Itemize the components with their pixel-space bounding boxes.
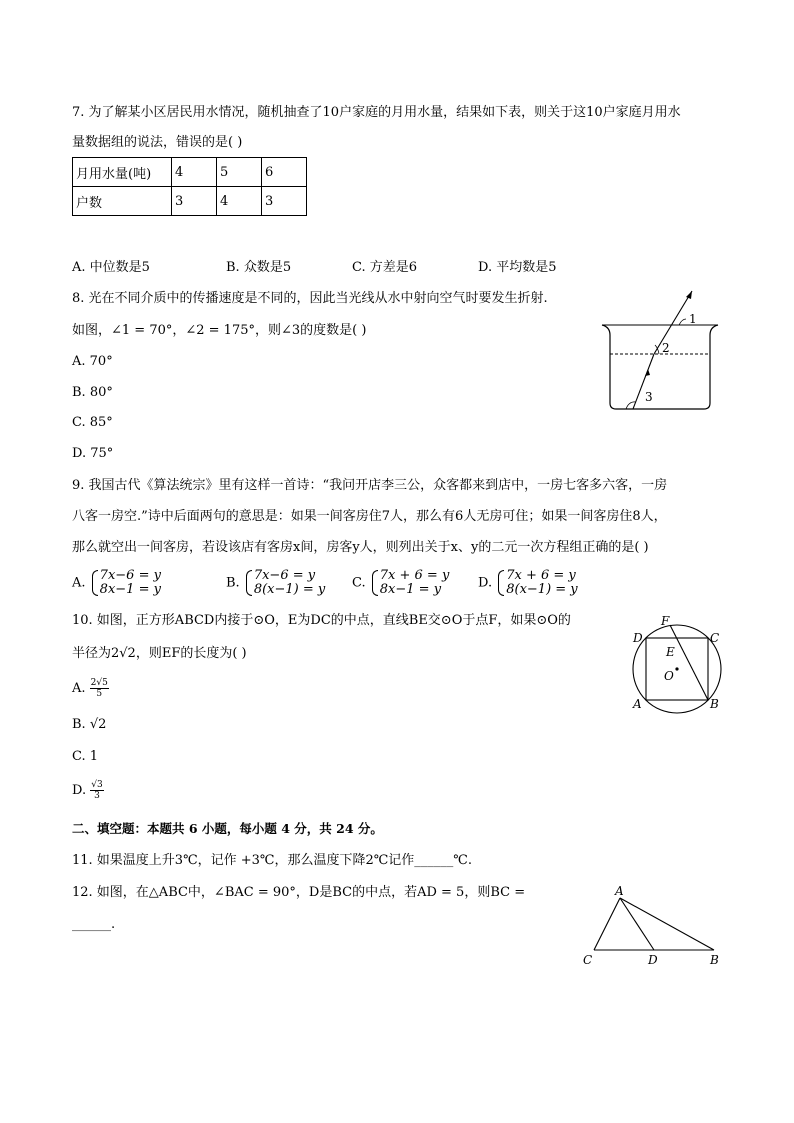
table-cell: 5: [217, 158, 262, 187]
equation: 7x + 6 = y: [379, 568, 450, 583]
label-b: B: [710, 697, 719, 711]
table-cell: 户数: [73, 187, 172, 216]
q9-option-c[interactable]: [352, 569, 449, 597]
label-o: O: [664, 669, 674, 683]
q10-option-a[interactable]: [72, 678, 109, 699]
table-row: [73, 158, 307, 187]
q8-option-d[interactable]: D. 75°: [72, 446, 114, 461]
label-e: E: [666, 645, 675, 659]
triangle-figure: [578, 882, 728, 972]
q8-text-line2: 如图，∠1 = 70°，∠2 = 175°，则∠3的度数是( ): [72, 323, 367, 338]
option-letter: D.: [478, 575, 493, 591]
q7-option-d[interactable]: D. 平均数是5: [478, 260, 557, 275]
side-ac: [594, 898, 620, 950]
label-c: C: [710, 631, 720, 645]
fraction: [90, 780, 103, 801]
label-3: 3: [645, 390, 653, 404]
q9-option-b[interactable]: [226, 569, 325, 597]
q7-option-c[interactable]: C. 方差是6: [352, 260, 418, 275]
option-letter: D.: [72, 783, 87, 798]
option-letter: A.: [72, 681, 86, 696]
table-cell: 4: [172, 158, 217, 187]
equation-system: [244, 569, 325, 597]
numerator: 2√5: [90, 678, 108, 688]
q7-text-line2: 量数据组的说法，错误的是( ): [72, 135, 243, 150]
q12-text-line2: ______.: [72, 917, 116, 932]
light-ray-air: [654, 291, 692, 354]
equation: 8(x−1) = y: [253, 582, 326, 597]
q8-option-b[interactable]: B. 80°: [72, 385, 113, 400]
q12-text-line1: 12. 如图，在△ABC中，∠BAC = 90°，D是BC的中点，若AD = 5，则BC =: [72, 885, 526, 900]
line-bf: [670, 625, 708, 700]
denominator: 5: [96, 689, 103, 699]
fraction: [90, 678, 109, 699]
label-d: D: [648, 953, 658, 967]
q11-text: 11. 如果温度上升3℃，记作 +3℃，那么温度下降2℃记作______℃.: [72, 853, 472, 868]
q7-option-a[interactable]: A. 中位数是5: [72, 260, 150, 275]
equation-system: [496, 569, 577, 597]
label-a: A: [633, 697, 642, 711]
q8-option-a[interactable]: A. 70°: [72, 354, 113, 369]
equation-system: [370, 569, 450, 597]
q9-option-a[interactable]: [72, 569, 161, 597]
beaker-outline: [602, 325, 718, 409]
q9-text-line3: 那么就空出一间客房，若设该店有客房x间，房客y人，则列出关于x、y的二元一次方程组正确的是( ): [72, 540, 649, 555]
table-cell: 3: [262, 187, 307, 216]
option-letter: C.: [352, 575, 366, 591]
center-point: [675, 667, 678, 670]
equation-system: [90, 569, 161, 597]
q8-option-c[interactable]: C. 85°: [72, 415, 113, 430]
arrow-head-icon: [686, 291, 692, 299]
equation: 8x−1 = y: [379, 582, 442, 597]
q9-option-d[interactable]: [478, 569, 578, 597]
equation: 7x−6 = y: [253, 568, 316, 583]
q7-option-b[interactable]: B. 众数是5: [226, 260, 292, 275]
section-heading: 二、填空题：本题共 6 小题，每小题 4 分，共 24 分。: [72, 821, 383, 836]
table-cell: 月用水量(吨): [73, 158, 172, 187]
q10-option-c[interactable]: C. 1: [72, 749, 99, 764]
label-a: A: [615, 884, 624, 898]
equation: 7x−6 = y: [99, 568, 161, 583]
q7-text-line1: 7. 为了解某小区居民用水情况，随机抽查了10户家庭的月用水量，结果如下表，则关于这10户家庭月用水: [72, 105, 681, 120]
q8-text-line1: 8. 光在不同介质中的传播速度是不同的，因此当光线从水中射向空气时要发生折射.: [72, 291, 548, 306]
table-cell: 4: [217, 187, 262, 216]
equation: 8x−1 = y: [99, 582, 161, 597]
table-cell: 6: [262, 158, 307, 187]
label-c: C: [583, 953, 593, 967]
q9-text-line2: 八客一房空.”诗中后面两句的意思是：如果一间客房住7人，那么有6人无房可住；如果一间客房住8人，: [72, 509, 667, 524]
side-ab: [620, 898, 714, 950]
equation: 7x + 6 = y: [506, 568, 576, 583]
denominator: 3: [94, 791, 100, 801]
label-1: 1: [689, 312, 697, 326]
q10-option-b[interactable]: B. √2: [72, 717, 107, 732]
label-2: 2: [662, 341, 670, 355]
refraction-figure: [596, 285, 721, 415]
median-ad: [620, 898, 654, 950]
table-cell: 3: [172, 187, 217, 216]
equation: 8(x−1) = y: [506, 582, 578, 597]
numerator: √3: [91, 780, 103, 790]
label-b: B: [710, 953, 719, 967]
water-usage-table: [72, 157, 307, 216]
label-f: F: [661, 614, 670, 628]
option-letter: A.: [72, 575, 86, 591]
table-row: [73, 187, 307, 216]
q9-text-line1: 9. 我国古代《算法统宗》里有这样一首诗：“我问开店李三公，众客都来到店中，一房七客多六客，一房: [72, 478, 668, 493]
q10-option-d[interactable]: [72, 780, 104, 801]
q10-text-line1: 10. 如图，正方形ABCD内接于⊙O，E为DC的中点，直线BE交⊙O于点F，如果⊙O的: [72, 613, 571, 628]
q10-text-line2: 半径为2√2，则EF的长度为( ): [72, 646, 247, 661]
option-letter: B.: [226, 575, 240, 591]
label-d: D: [633, 631, 643, 645]
circle-square-figure: [624, 612, 736, 718]
angle-1-arc: [679, 319, 686, 325]
